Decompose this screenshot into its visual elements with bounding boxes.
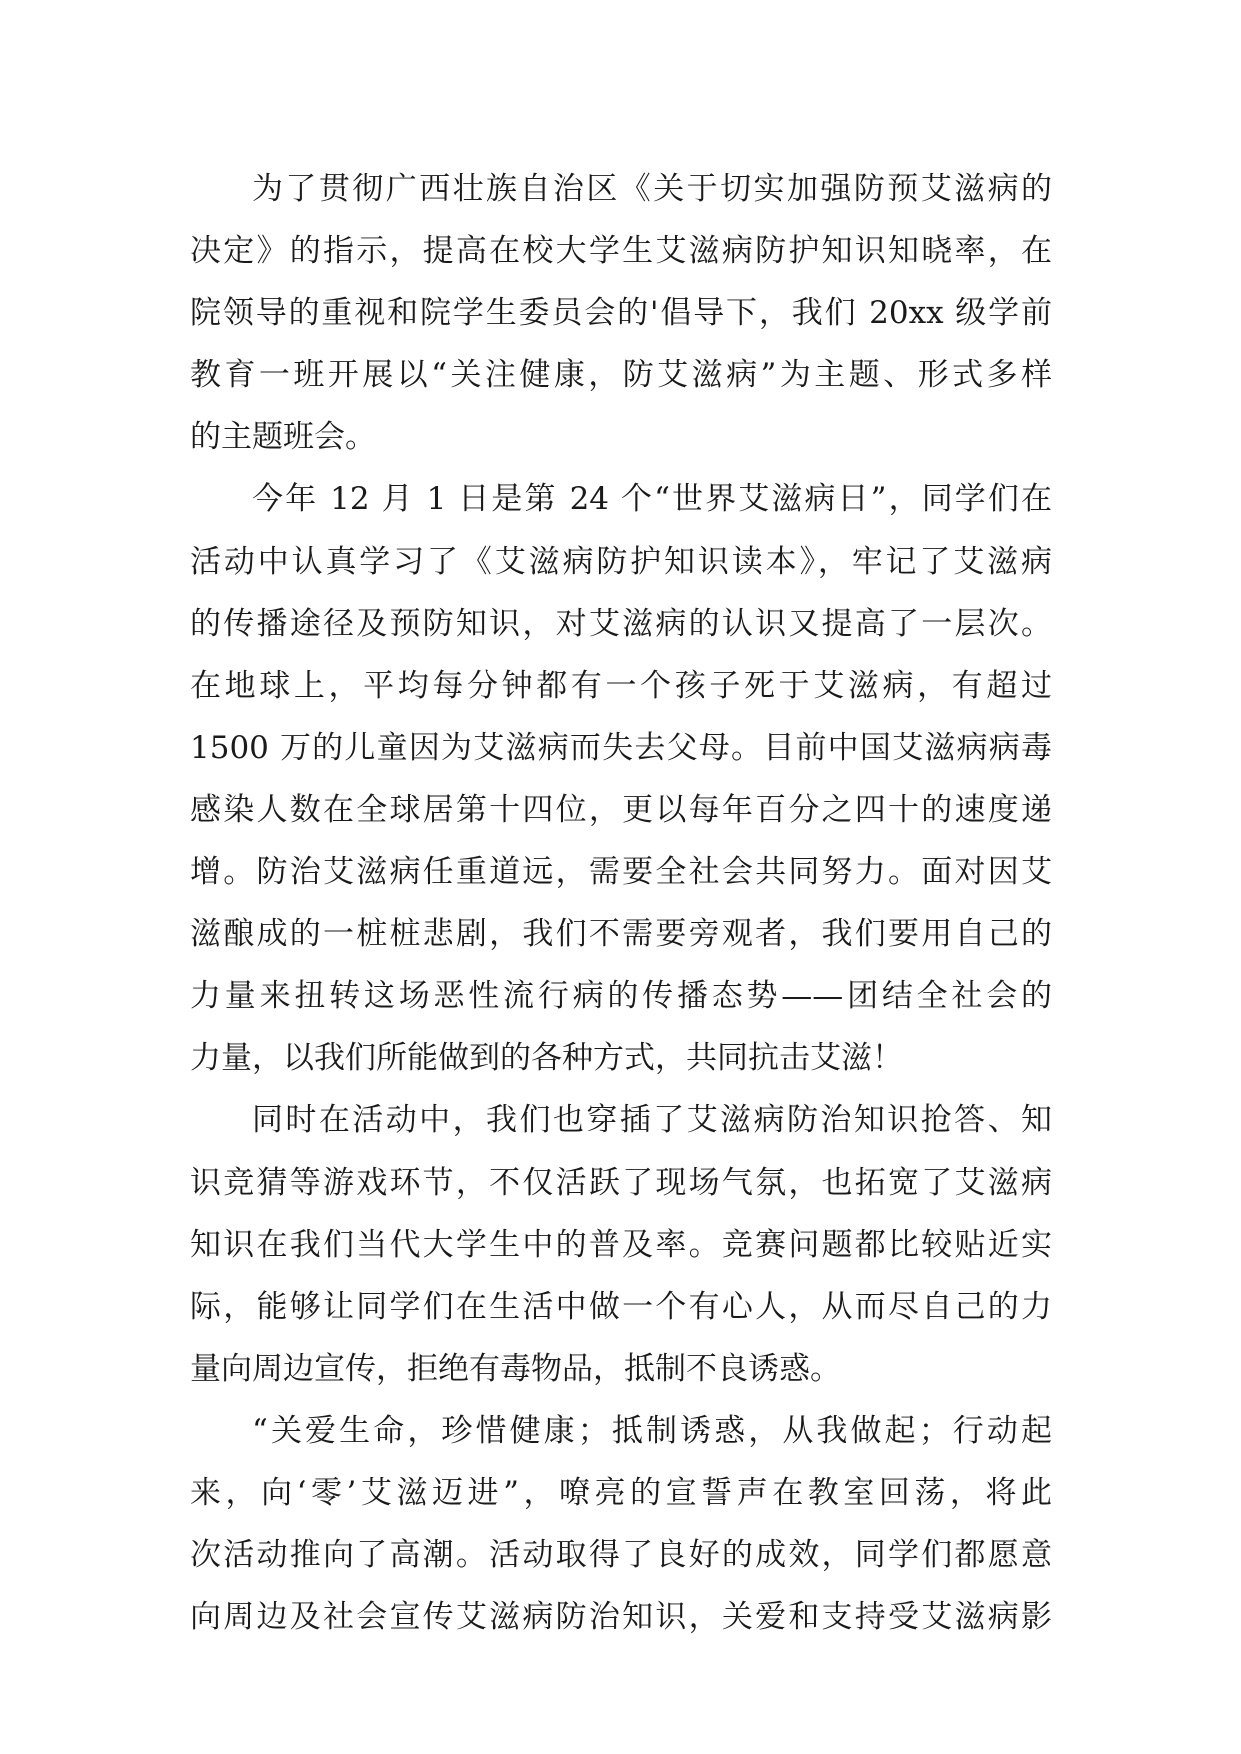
- paragraph-4-line-3: 次活动推向了高潮。活动取得了良好的成效，同学们都愿意: [190, 1537, 1052, 1574]
- paragraph-1-line-2: 决定》的指示，提高在校大学生艾滋病防护知识知晓率，在: [190, 233, 1052, 270]
- paragraph-2-line-8: 滋酿成的一桩桩悲剧，我们不需要旁观者，我们要用自己的: [190, 916, 1052, 953]
- paragraph-4-line-1: “关爱生命，珍惜健康；抵制诱惑，从我做起；行动起: [252, 1412, 1052, 1449]
- paragraph-3-line-4: 际，能够让同学们在生活中做一个有心人，从而尽自己的力: [190, 1288, 1052, 1325]
- paragraph-4-line-2: 来，向‘零’艾滋迈进”，嘹亮的宣誓声在教室回荡，将此: [190, 1474, 1052, 1511]
- paragraph-1-line-1: 为了贯彻广西壮族自治区《关于切实加强防预艾滋病的: [252, 171, 1052, 207]
- paragraph-4-line-4: 向周边及社会宣传艾滋病防治知识，关爱和支持受艾滋病影: [190, 1599, 1052, 1636]
- paragraph-3-line-1: 同时在活动中，我们也穿插了艾滋病防治知识抢答、知: [252, 1102, 1052, 1139]
- paragraph-2-line-5: 1500 万的儿童因为艾滋病而失去父母。目前中国艾滋病病毒: [190, 729, 1052, 766]
- paragraph-3-line-3: 知识在我们当代大学生中的普及率。竞赛问题都比较贴近实: [190, 1226, 1052, 1263]
- paragraph-1-line-4: 教育一班开展以“关注健康，防艾滋病”为主题、形式多样: [190, 357, 1052, 394]
- paragraph-2-line-6: 感染人数在全球居第十四位，更以每年百分之四十的速度递: [190, 791, 1052, 828]
- paragraph-2-line-7: 增。防治艾滋病任重道远，需要全社会共同努力。面对因艾: [190, 854, 1052, 891]
- paragraph-2-line-4: 在地球上，平均每分钟都有一个孩子死于艾滋病，有超过: [190, 667, 1052, 704]
- paragraph-2-line-10: 力量，以我们所能做到的各种方式，共同抗击艾滋！: [190, 1040, 903, 1077]
- paragraph-1-line-3: 院领导的重视和院学生委员会的'倡导下，我们 20xx 级学前: [190, 295, 1052, 332]
- paragraph-2-line-2: 活动中认真学习了《艾滋病防护知识读本》，牢记了艾滋病: [190, 543, 1052, 580]
- document-body: [190, 158, 1052, 1648]
- paragraph-2-line-3: 的传播途径及预防知识，对艾滋病的认识又提高了一层次。: [190, 605, 1052, 642]
- paragraph-2-line-9: 力量来扭转这场恶性流行病的传播态势——团结全社会的: [190, 978, 1052, 1015]
- paragraph-3-line-5: 量向周边宣传，拒绝有毒物品，抵制不良诱惑。: [190, 1350, 841, 1387]
- paragraph-2-line-1: 今年 12 月 1 日是第 24 个“世界艾滋病日”，同学们在: [252, 481, 1052, 518]
- paragraph-1-line-5: 的主题班会。: [190, 419, 376, 456]
- paragraph-3-line-2: 识竞猜等游戏环节，不仅活跃了现场气氛，也拓宽了艾滋病: [190, 1164, 1052, 1201]
